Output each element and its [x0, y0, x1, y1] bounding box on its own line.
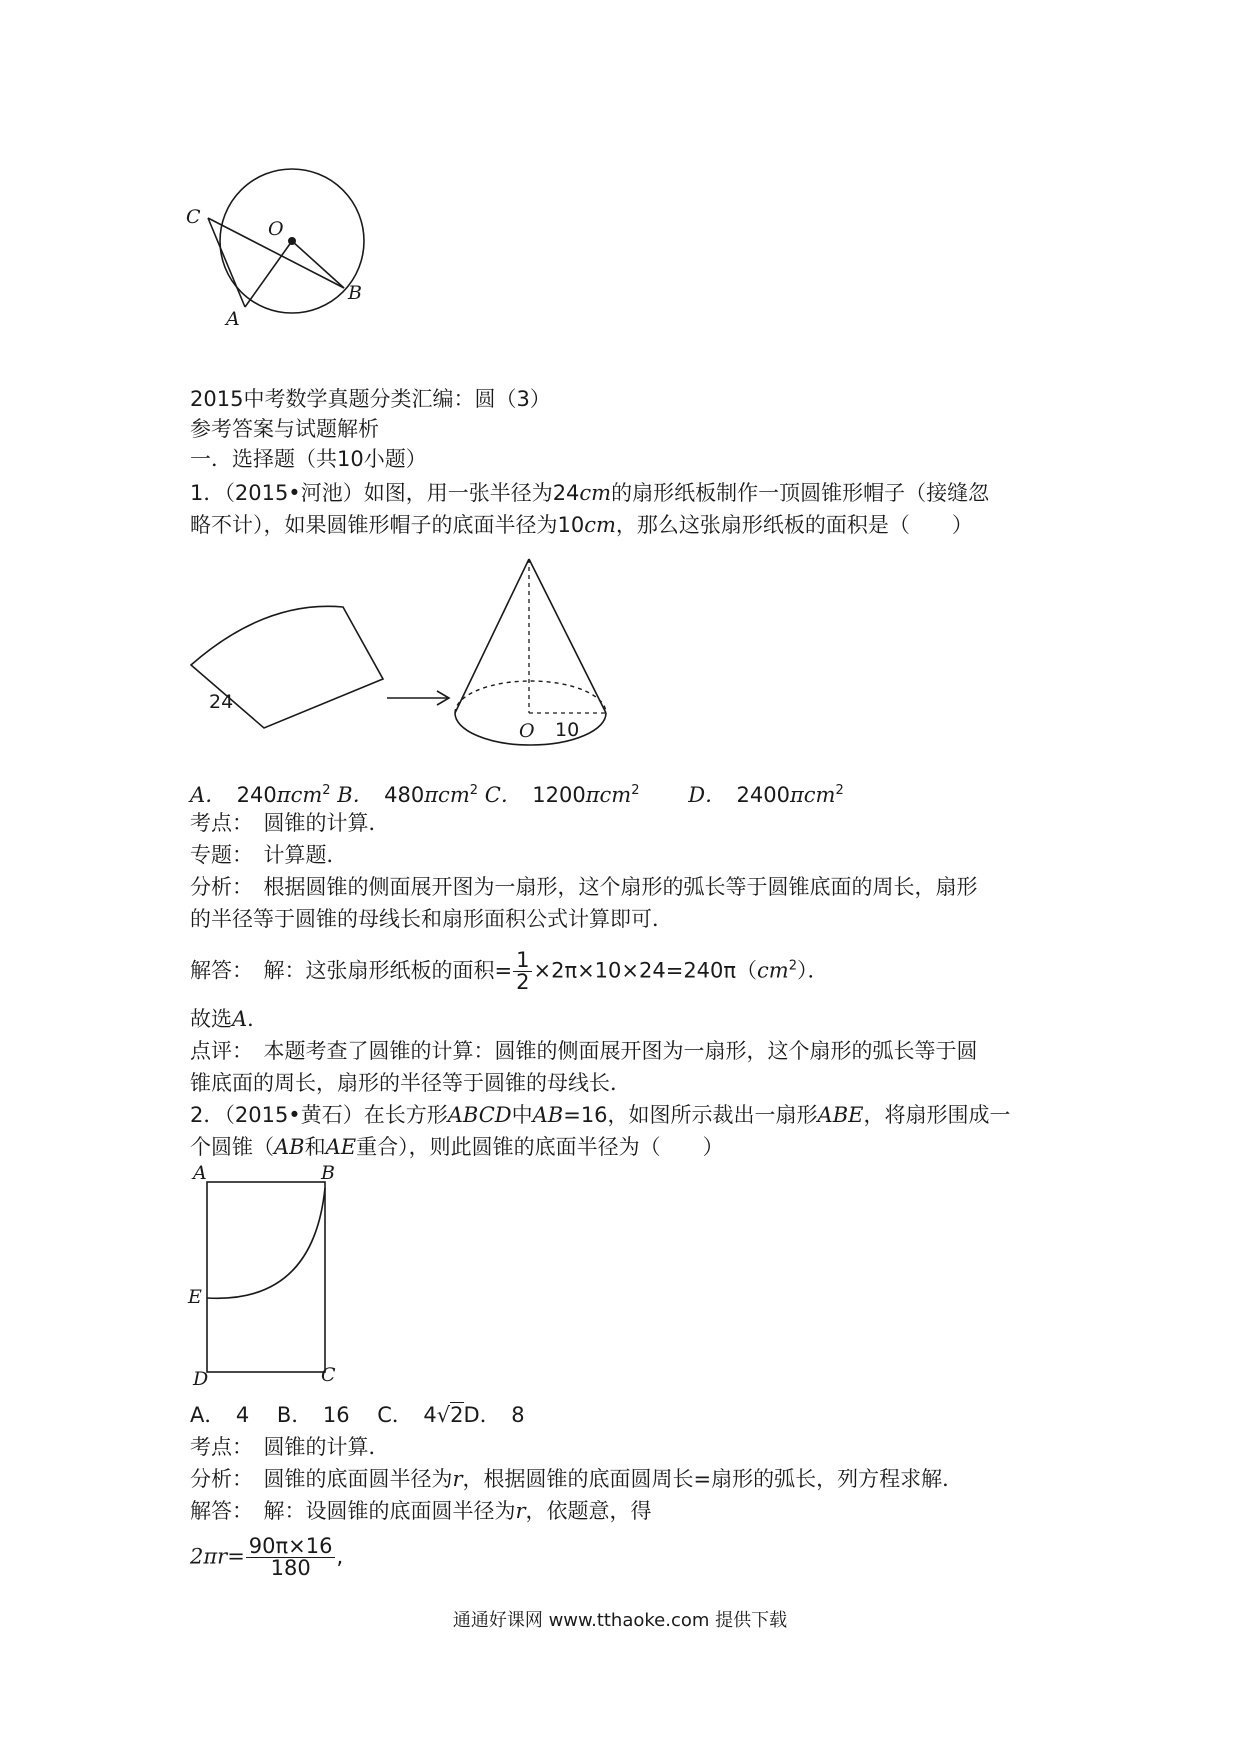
q2-option-d: D． 8 [463, 1403, 525, 1427]
sector-radius-label: 24 [209, 691, 234, 713]
doc-subtitle: 参考答案与试题解析 [190, 417, 379, 441]
q2-fraction: $\frac{90\pi\times 16}{180}$ [246, 1536, 336, 1579]
q1-zhuanti: 专题： 计算题． [190, 843, 348, 867]
point-o-label: O [268, 218, 284, 240]
q2-stem-line1: 2．（2015•黄石）在长方形ABCD中AB=16，如图所示裁出一扇形ABE，将扇形围成一 [190, 1103, 1011, 1127]
q2-kaodian: 考点： 圆锥的计算． [190, 1435, 390, 1459]
q2-option-c: C． 4√2 [377, 1403, 464, 1427]
q1-stem-line1: 1．（2015•河池）如图，用一张半径为24cm的扇形纸板制作一顶圆锥形帽子（接缝忽 [190, 481, 990, 505]
section-heading: 一．选择题（共10小题） [190, 447, 427, 471]
q1-kaodian: 考点： 圆锥的计算． [190, 811, 390, 835]
circle-diagram [180, 162, 380, 332]
q1-option-d: D． [688, 783, 716, 807]
rectangle-diagram [185, 1168, 365, 1388]
point-a-label: A [193, 1162, 207, 1184]
q1-options: A． 240πcm$^2$ B． 480πcm$^2$ C． 1200πcm$^2$ D． 2400πcm$^2$ [190, 783, 844, 807]
sqrt-icon: √ [436, 1403, 451, 1427]
doc-title: 2015中考数学真题分类汇编：圆（3） [190, 387, 551, 411]
circle-figure [180, 162, 380, 332]
point-e-label: E [188, 1286, 202, 1308]
cone-center-label: O [519, 720, 535, 742]
sector-cone-diagram [185, 555, 615, 755]
page-footer: 通通好课网 www.tthaoke.com 提供下载 [452, 1610, 788, 1631]
point-d-label: D [193, 1368, 209, 1390]
q2-stem-line2: 个圆锥（AB和AE重合），则此圆锥的底面半径为（ ） [190, 1135, 724, 1159]
point-b-label: B [321, 1162, 335, 1184]
q1-jieda: 解答： 解：这张扇形纸板的面积= $\frac{1}{2}$ $\times 2\pi\times 10\times 24=240\pi(cm^2)$． [190, 948, 829, 994]
q2-options [190, 1400, 525, 1430]
cone-radius-label: 10 [555, 719, 580, 741]
q2-jieda: 解答： 解：设圆锥的底面圆半径为r，依题意，得 [190, 1499, 652, 1523]
q2-equation: 2πr= $\frac{90\pi\times 16}{180}$ , [190, 1534, 344, 1580]
point-b-label: B [348, 282, 362, 304]
q1-option-b: B． [337, 783, 364, 807]
q1-guxuan: 故选A． [190, 1007, 269, 1031]
q2-option-a: A． 4 [190, 1403, 250, 1427]
point-c-label: C [186, 206, 201, 228]
q1-fenxi-line2: 的半径等于圆锥的母线长和扇形面积公式计算即可． [190, 907, 673, 931]
q2-option-b: B． 16 [276, 1403, 350, 1427]
point-c-label: C [321, 1364, 336, 1386]
q1-fenxi-line1: 分析： 根据圆锥的侧面展开图为一扇形，这个扇形的弧长等于圆锥底面的周长，扇形 [190, 875, 978, 899]
sector-cone-figure [185, 555, 615, 755]
q1-option-c: C． [484, 783, 512, 807]
q1-fraction: $\frac{1}{2}$ [513, 950, 532, 993]
q1-dianping-line1: 点评： 本题考查了圆锥的计算：圆锥的侧面展开图为一扇形，这个扇形的弧长等于圆 [190, 1039, 978, 1063]
q2-fenxi: 分析： 圆锥的底面圆半径为r，根据圆锥的底面圆周长=扇形的弧长，列方程求解． [190, 1467, 964, 1491]
point-a-label: A [226, 308, 240, 330]
q1-stem-line2: 略不计），如果圆锥形帽子的底面半径为10cm，那么这张扇形纸板的面积是（ ） [190, 513, 973, 537]
rectangle-figure [185, 1162, 365, 1390]
q1-dianping-line2: 锥底面的周长，扇形的半径等于圆锥的母线长． [190, 1071, 631, 1095]
q1-option-a: A． [190, 783, 216, 807]
